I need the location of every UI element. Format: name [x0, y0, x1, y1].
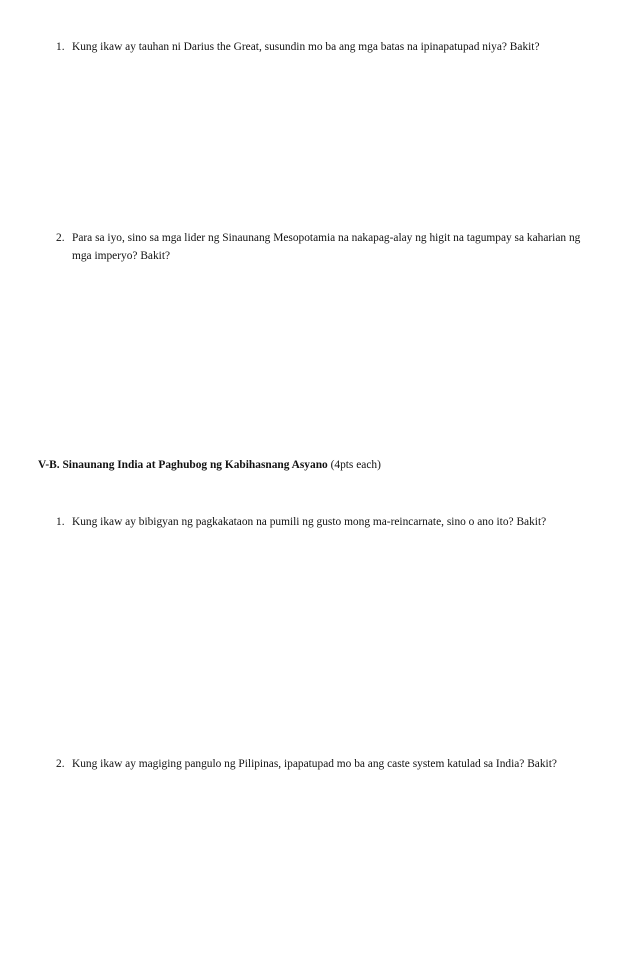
question-number: 1. [56, 41, 65, 53]
section-points: (4pts each) [327, 459, 381, 471]
question-2-mesopotamia [56, 229, 586, 265]
question-1-darius [56, 38, 616, 56]
question-text: Kung ikaw ay tauhan ni Darius the Great, susundin mo ba ang mga batas na ipinapatupad niya? Bakit? [72, 41, 540, 53]
question-number: 2. [56, 758, 65, 770]
question-text: Kung ikaw ay magiging pangulo ng Pilipinas, ipapatupad mo ba ang caste system katulad sa India? Bakit? [72, 758, 557, 770]
question-text: Kung ikaw ay bibigyan ng pagkakataon na pumili ng gusto mong ma-reincarnate, sino o ano ito? Bakit? [72, 516, 547, 528]
question-number: 2. [56, 232, 65, 244]
question-number: 1. [56, 516, 65, 528]
section-heading [38, 456, 618, 474]
section-title: V-B. Sinaunang India at Paghubog ng Kabihasnang Asyano [38, 459, 328, 471]
question-2-caste-system [56, 755, 586, 773]
question-1-reincarnate [56, 513, 616, 531]
question-text: Para sa iyo, sino sa mga lider ng Sinaunang Mesopotamia na nakapag-alay ng higit na tagumpay sa kaharian ng mga imperyo? Bakit? [72, 232, 581, 262]
